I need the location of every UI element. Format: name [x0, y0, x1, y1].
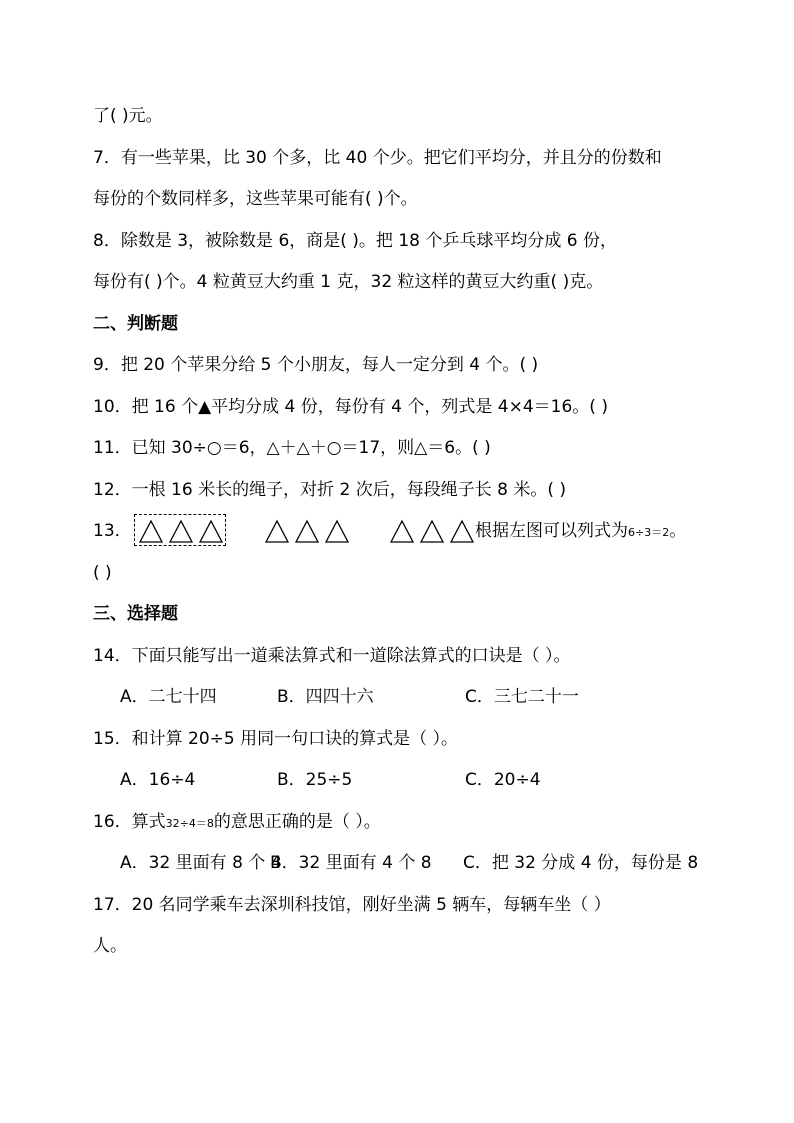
question-16	[93, 810, 734, 836]
question-16-suffix: 的意思正确的是（ ）。	[213, 812, 381, 832]
question-17-line-2: 人。	[93, 936, 127, 956]
question-16-formula: 32÷4＝8	[165, 817, 214, 830]
triangle-icon	[200, 521, 222, 542]
option-a: A．二七十四	[120, 687, 217, 707]
question-10: 10．把 16 个▲平均分成 4 份，每份有 4 个，列式是 4×4＝16。( )	[93, 397, 608, 417]
option-b: B．25÷5	[277, 770, 353, 790]
triangle-group-1	[138, 518, 226, 544]
triangle-icon	[326, 521, 348, 542]
triangle-icon	[296, 521, 318, 542]
question-12: 12．一根 16 米长的绳子，对折 2 次后，每段绳子长 8 米。( )	[93, 480, 566, 500]
question-13-period: 。	[669, 521, 687, 541]
question-13-formula: 6÷3＝2	[628, 526, 670, 539]
question-13-number: 13．	[93, 521, 132, 541]
triangle-icon	[391, 521, 413, 542]
question-8-line-2: 每份有( )个。4 粒黄豆大约重 1 克，32 粒这样的黄豆大约重( )克。	[93, 272, 604, 292]
question-8-line-1: 8．除数是 3，被除数是 6，商是( )。把 18 个乒乓球平均分成 6 份，	[93, 231, 617, 251]
section-2-heading: 二、判断题	[93, 314, 178, 334]
option-a: A．32 里面有 8 个 4	[120, 853, 282, 873]
option-b: B．32 里面有 4 个 8	[270, 853, 432, 873]
section-3-heading: 三、选择题	[93, 604, 178, 624]
triangle-icon	[451, 521, 473, 542]
option-c: C．把 32 分成 4 份，每份是 8	[463, 853, 699, 873]
question-17-line-1: 17．20 名同学乘车去深圳科技馆，刚好坐满 5 辆车，每辆车坐（ ）	[93, 895, 611, 915]
question-13-prompt: 根据左图可以列式为	[475, 521, 628, 541]
triangle-group-3	[389, 518, 477, 544]
option-c: C．20÷4	[465, 770, 541, 790]
question-6-continuation: 了( )元。	[93, 106, 163, 126]
triangle-icon	[421, 521, 443, 542]
option-c: C．三七二十一	[465, 687, 579, 707]
question-15: 15．和计算 20÷5 用同一句口诀的算式是（ ）。	[93, 729, 459, 749]
question-14: 14．下面只能写出一道乘法算式和一道除法算式的口诀是（ ）。	[93, 646, 571, 666]
triangle-icon	[170, 521, 192, 542]
triangle-icon	[140, 521, 162, 542]
option-b: B．四四十六	[277, 687, 374, 707]
option-a: A．16÷4	[120, 770, 196, 790]
question-16-prefix: 16．算式	[93, 812, 166, 832]
triangle-icon	[266, 521, 288, 542]
question-7-line-1: 7．有一些苹果，比 30 个多，比 40 个少。把它们平均分，并且分的份数和	[93, 148, 662, 168]
question-13-answer-paren: ( )	[93, 563, 112, 583]
question-9: 9．把 20 个苹果分给 5 个小朋友，每人一定分到 4 个。( )	[93, 355, 539, 375]
question-13-text	[475, 519, 686, 545]
question-11: 11．已知 30÷○＝6，△＋△＋○＝17，则△＝6。( )	[93, 438, 491, 458]
question-7-line-2: 每份的个数同样多，这些苹果可能有( )个。	[93, 189, 418, 209]
triangle-group-2	[264, 518, 352, 544]
